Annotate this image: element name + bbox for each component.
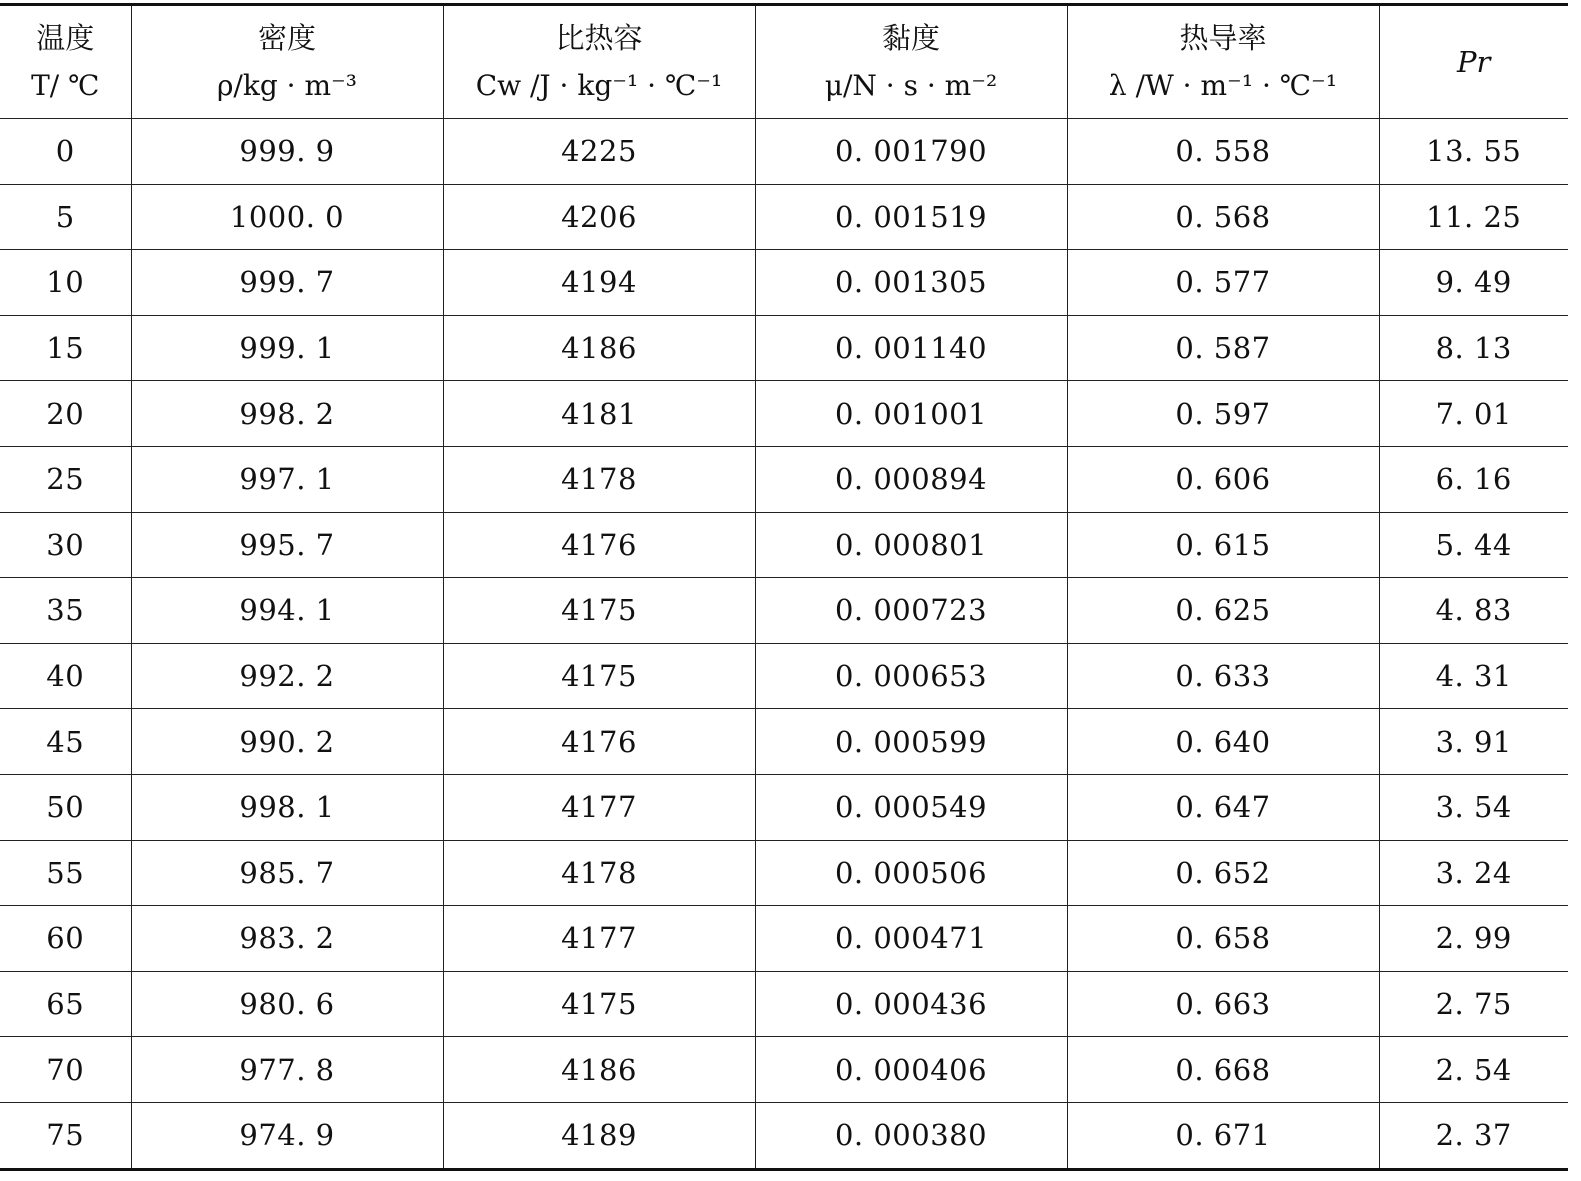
- cell-thermal-conductivity: 0. 640: [1067, 709, 1379, 775]
- cell-density: 985. 7: [131, 840, 443, 906]
- header-thermal-conductivity-name: 热导率: [1179, 21, 1267, 55]
- header-specific-heat-name: 比热容: [555, 21, 643, 55]
- cell-specific-heat: 4225: [443, 119, 755, 185]
- cell-prandtl: 2. 99: [1379, 906, 1568, 972]
- cell-thermal-conductivity: 0. 568: [1067, 184, 1379, 250]
- cell-thermal-conductivity: 0. 663: [1067, 971, 1379, 1037]
- cell-density: 992. 2: [131, 643, 443, 709]
- table-row: [0, 709, 1568, 775]
- cell-viscosity: 0. 000894: [755, 446, 1067, 512]
- cell-temperature: 25: [0, 446, 131, 512]
- cell-specific-heat: 4186: [443, 1037, 755, 1103]
- header-row: [0, 5, 1568, 119]
- table-row: [0, 971, 1568, 1037]
- cell-specific-heat: 4176: [443, 512, 755, 578]
- water-properties-table-container: [0, 3, 1568, 1171]
- cell-temperature: 40: [0, 643, 131, 709]
- cell-prandtl: 11. 25: [1379, 184, 1568, 250]
- header-specific-heat-unit: Cw /J · kg⁻¹ · ℃⁻¹: [475, 69, 723, 102]
- cell-temperature: 75: [0, 1102, 131, 1169]
- cell-prandtl: 8. 13: [1379, 315, 1568, 381]
- table-row: [0, 906, 1568, 972]
- cell-viscosity: 0. 000436: [755, 971, 1067, 1037]
- cell-thermal-conductivity: 0. 625: [1067, 578, 1379, 644]
- header-prandtl-name: Pr: [1457, 45, 1491, 79]
- table-row: [0, 1102, 1568, 1169]
- cell-density: 990. 2: [131, 709, 443, 775]
- table-row: [0, 1037, 1568, 1103]
- cell-density: 997. 1: [131, 446, 443, 512]
- cell-prandtl: 3. 24: [1379, 840, 1568, 906]
- header-prandtl: [1379, 5, 1568, 119]
- cell-viscosity: 0. 000599: [755, 709, 1067, 775]
- cell-density: 998. 2: [131, 381, 443, 447]
- cell-thermal-conductivity: 0. 615: [1067, 512, 1379, 578]
- cell-temperature: 45: [0, 709, 131, 775]
- table-header: [0, 5, 1568, 119]
- cell-specific-heat: 4176: [443, 709, 755, 775]
- header-temperature-unit: T/ ℃: [31, 69, 100, 102]
- cell-specific-heat: 4206: [443, 184, 755, 250]
- header-density: [131, 5, 443, 119]
- table-row: [0, 512, 1568, 578]
- cell-prandtl: 4. 83: [1379, 578, 1568, 644]
- cell-prandtl: 2. 37: [1379, 1102, 1568, 1169]
- table-row: [0, 446, 1568, 512]
- cell-temperature: 5: [0, 184, 131, 250]
- cell-temperature: 30: [0, 512, 131, 578]
- cell-density: 994. 1: [131, 578, 443, 644]
- cell-specific-heat: 4177: [443, 906, 755, 972]
- cell-viscosity: 0. 000406: [755, 1037, 1067, 1103]
- cell-specific-heat: 4175: [443, 578, 755, 644]
- cell-prandtl: 2. 75: [1379, 971, 1568, 1037]
- cell-specific-heat: 4178: [443, 446, 755, 512]
- header-viscosity-unit: μ/N · s · m⁻²: [824, 69, 998, 102]
- cell-prandtl: 13. 55: [1379, 119, 1568, 185]
- cell-specific-heat: 4186: [443, 315, 755, 381]
- cell-specific-heat: 4177: [443, 774, 755, 840]
- header-specific-heat: [443, 5, 755, 119]
- table-row: [0, 250, 1568, 316]
- header-density-unit: ρ/kg · m⁻³: [216, 69, 358, 102]
- cell-viscosity: 0. 001305: [755, 250, 1067, 316]
- cell-temperature: 55: [0, 840, 131, 906]
- cell-thermal-conductivity: 0. 671: [1067, 1102, 1379, 1169]
- table-row: [0, 315, 1568, 381]
- cell-temperature: 65: [0, 971, 131, 1037]
- cell-density: 974. 9: [131, 1102, 443, 1169]
- cell-thermal-conductivity: 0. 647: [1067, 774, 1379, 840]
- cell-viscosity: 0. 000471: [755, 906, 1067, 972]
- header-viscosity-name: 黏度: [881, 21, 940, 55]
- cell-viscosity: 0. 000380: [755, 1102, 1067, 1169]
- cell-density: 999. 1: [131, 315, 443, 381]
- cell-prandtl: 5. 44: [1379, 512, 1568, 578]
- cell-specific-heat: 4175: [443, 643, 755, 709]
- cell-thermal-conductivity: 0. 558: [1067, 119, 1379, 185]
- cell-thermal-conductivity: 0. 606: [1067, 446, 1379, 512]
- table-row: [0, 184, 1568, 250]
- cell-density: 983. 2: [131, 906, 443, 972]
- cell-specific-heat: 4181: [443, 381, 755, 447]
- table-body: [0, 119, 1568, 1170]
- water-properties-table: [0, 3, 1568, 1171]
- cell-temperature: 50: [0, 774, 131, 840]
- header-temperature: [0, 5, 131, 119]
- table-row: [0, 774, 1568, 840]
- cell-temperature: 0: [0, 119, 131, 185]
- cell-temperature: 60: [0, 906, 131, 972]
- cell-prandtl: 2. 54: [1379, 1037, 1568, 1103]
- table-row: [0, 578, 1568, 644]
- cell-thermal-conductivity: 0. 587: [1067, 315, 1379, 381]
- cell-density: 999. 7: [131, 250, 443, 316]
- header-temperature-name: 温度: [36, 21, 95, 55]
- cell-thermal-conductivity: 0. 633: [1067, 643, 1379, 709]
- cell-density: 1000. 0: [131, 184, 443, 250]
- cell-viscosity: 0. 001519: [755, 184, 1067, 250]
- cell-density: 999. 9: [131, 119, 443, 185]
- cell-viscosity: 0. 000653: [755, 643, 1067, 709]
- cell-prandtl: 4. 31: [1379, 643, 1568, 709]
- cell-specific-heat: 4189: [443, 1102, 755, 1169]
- cell-thermal-conductivity: 0. 597: [1067, 381, 1379, 447]
- cell-temperature: 10: [0, 250, 131, 316]
- cell-viscosity: 0. 001001: [755, 381, 1067, 447]
- cell-viscosity: 0. 000723: [755, 578, 1067, 644]
- cell-thermal-conductivity: 0. 652: [1067, 840, 1379, 906]
- cell-viscosity: 0. 001790: [755, 119, 1067, 185]
- cell-prandtl: 3. 91: [1379, 709, 1568, 775]
- header-thermal-conductivity-unit: λ /W · m⁻¹ · ℃⁻¹: [1108, 69, 1338, 102]
- cell-viscosity: 0. 001140: [755, 315, 1067, 381]
- cell-temperature: 35: [0, 578, 131, 644]
- cell-temperature: 20: [0, 381, 131, 447]
- table-row: [0, 381, 1568, 447]
- cell-viscosity: 0. 000549: [755, 774, 1067, 840]
- cell-thermal-conductivity: 0. 577: [1067, 250, 1379, 316]
- cell-thermal-conductivity: 0. 668: [1067, 1037, 1379, 1103]
- cell-specific-heat: 4194: [443, 250, 755, 316]
- table-row: [0, 643, 1568, 709]
- cell-density: 995. 7: [131, 512, 443, 578]
- cell-specific-heat: 4178: [443, 840, 755, 906]
- cell-temperature: 70: [0, 1037, 131, 1103]
- cell-prandtl: 9. 49: [1379, 250, 1568, 316]
- table-row: [0, 119, 1568, 185]
- cell-density: 998. 1: [131, 774, 443, 840]
- cell-prandtl: 7. 01: [1379, 381, 1568, 447]
- cell-temperature: 15: [0, 315, 131, 381]
- cell-viscosity: 0. 000801: [755, 512, 1067, 578]
- header-density-name: 密度: [257, 21, 316, 55]
- cell-thermal-conductivity: 0. 658: [1067, 906, 1379, 972]
- cell-viscosity: 0. 000506: [755, 840, 1067, 906]
- table-row: [0, 840, 1568, 906]
- cell-density: 977. 8: [131, 1037, 443, 1103]
- header-thermal-conductivity: [1067, 5, 1379, 119]
- cell-specific-heat: 4175: [443, 971, 755, 1037]
- header-viscosity: [755, 5, 1067, 119]
- cell-prandtl: 6. 16: [1379, 446, 1568, 512]
- cell-density: 980. 6: [131, 971, 443, 1037]
- cell-prandtl: 3. 54: [1379, 774, 1568, 840]
